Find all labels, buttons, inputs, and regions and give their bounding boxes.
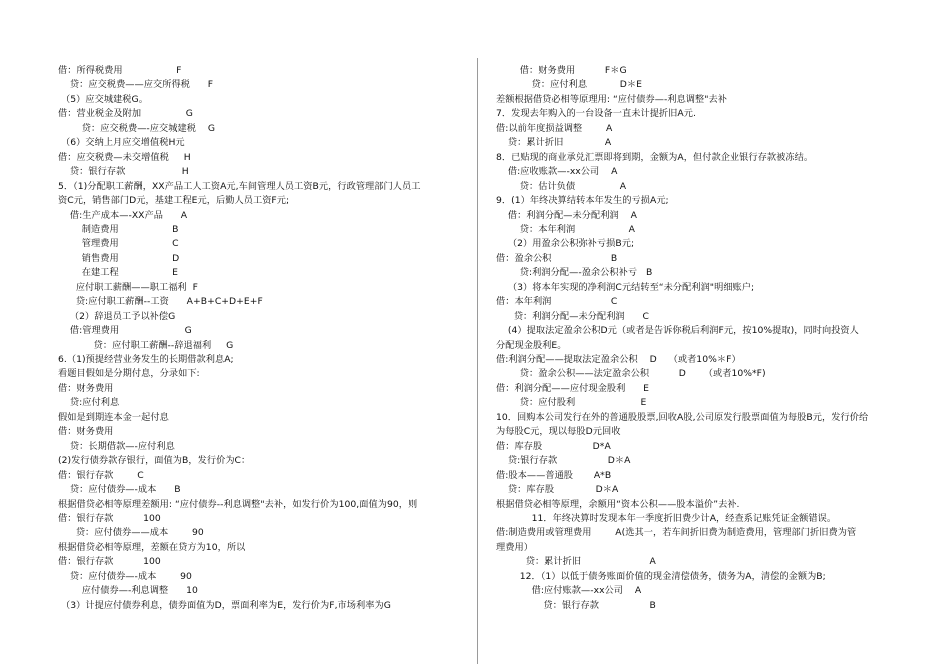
- text-line: 差额根据借贷必相等原理用: “应付债券—-利息调整"去补: [496, 93, 728, 105]
- text-line: 6.（1)预提经营业务发生的长期借款利息A;: [58, 354, 234, 365]
- text-line: 贷:利润分配—-盈余公积补亏 B: [496, 267, 653, 279]
- text-line: 应付职工薪酬——职工福利 F: [58, 281, 198, 293]
- text-line: 12．（1）以低于债务账面价值的现金清偿债务，债务为A，清偿的金额为B;: [496, 570, 826, 582]
- text-line: （5）应交城建税G。: [58, 93, 148, 105]
- text-line: 贷：利润分配—未分配利润 C: [496, 310, 649, 322]
- text-line: 分配现金股利E。: [496, 339, 567, 351]
- text-line: 看题目假如是分期付息，分录如下:: [58, 368, 200, 380]
- text-line: 销售费用 D: [58, 252, 180, 264]
- text-line: 8．已贴现的商业承兑汇票即将到期，金额为A，但付款企业银行存款被冻结。: [496, 151, 814, 163]
- text-line: 借：银行存款 100: [58, 556, 161, 568]
- text-line: 贷：库存股 D＊A: [496, 484, 619, 496]
- text-line: 5．（1)分配职工薪酬，XX产品工人工资A元,车间管理人员工资B元，行政管理部门人员工: [58, 180, 421, 192]
- text-line: 借：盈余公积 B: [496, 252, 618, 264]
- text-line: 贷：应付债券—-成本 B: [58, 484, 181, 496]
- text-line: 贷：应付利息 D＊E: [496, 79, 642, 91]
- text-line: 贷：累计折旧 A: [496, 137, 612, 149]
- text-line: 借：财务费用: [58, 426, 114, 438]
- text-line: 借：财务费用: [58, 382, 114, 394]
- text-line: 借：所得税费用 F: [58, 65, 182, 76]
- text-line: 借：利润分配——应付现金股利 E: [496, 382, 650, 394]
- text-line: 借:应收账款—-xx公司 A: [496, 166, 618, 178]
- text-line: 为每股C元，现以每股D元回收: [496, 426, 621, 438]
- text-line: 资C元，销售部门D元，基建工程E元，后勤人员工资F元;: [58, 195, 290, 207]
- text-line: 贷：估计负债 A: [496, 180, 627, 192]
- text-line: 根据借贷必相等原理，余额用“资本公积——股本溢价”去补.: [496, 498, 740, 510]
- text-line: (4）提取法定盈余公积D元（或者是告诉你税后利润F元，按10%提取)，同时向投资人: [496, 325, 859, 337]
- text-line: 贷：应付职工薪酬--辞退福利 G: [58, 339, 234, 351]
- text-line: 贷：累计折旧 A: [496, 556, 656, 568]
- text-line: 贷：银行存款 H: [58, 166, 189, 178]
- text-line: （3）将本年实现的净利润C元结转至“未分配利润"明细账户;: [496, 281, 755, 293]
- column-divider: [477, 58, 478, 664]
- text-line: 贷：本年利润 A: [496, 223, 635, 235]
- text-line: 贷：应付股利 E: [496, 397, 647, 409]
- text-line: 借：应交税费—未交增值税 H: [58, 151, 191, 163]
- text-line: （3）计提应付债券利息，债券面值为D，票面利率为E，发行价为F,市场利率为G: [58, 599, 391, 611]
- text-line: 借：银行存款 C: [58, 469, 144, 481]
- text-line: 借:制造费用或管理费用 A(选其一，若车间折旧费为制造费用，管理部门折旧费为管: [496, 527, 857, 539]
- text-line: 贷：银行存款 B: [496, 599, 656, 611]
- text-line: 9．(1）年终决算结转本年发生的亏损A元;: [496, 195, 669, 207]
- text-line: 7．发现去年购入的一台设备一直未计提折旧A元.: [496, 108, 696, 120]
- text-line: 借:生产成本—-XX产品 A: [58, 209, 188, 221]
- text-line: 借：库存股 D*A: [496, 440, 611, 452]
- text-line: 贷:应付职工薪酬--工资 A+B+C+D+E+F: [58, 296, 263, 308]
- text-line: 应付债券—-利息调整 10: [58, 585, 198, 597]
- text-line: 借:以前年度损益调整 A: [496, 122, 613, 134]
- text-line: 借:应付账款—-xx公司 A: [496, 585, 642, 597]
- text-line: 贷：长期借款—-应付利息: [58, 440, 175, 452]
- text-line: 借：利润分配—未分配利润 A: [496, 209, 637, 221]
- text-line: 借:管理费用 G: [58, 325, 192, 337]
- text-line: (2)发行债券款存银行，面值为B，发行价为C：: [58, 455, 251, 467]
- text-line: （2）用盈余公积弥补亏损B元;: [496, 238, 635, 250]
- text-line: 管理费用 C: [58, 238, 179, 250]
- text-line: 制造费用 B: [58, 223, 179, 235]
- text-line: 根据借贷必相等原理，差额在贷方为10，所以: [58, 541, 246, 553]
- text-line: 在建工程 E: [58, 267, 179, 279]
- text-line: 借:利润分配——提取法定盈余公积 D （或者10%＊F）: [496, 354, 741, 365]
- text-line: 贷：应付债券—-成本 90: [58, 570, 192, 582]
- text-line: 根据借贷必相等原理差额用: “应付债券--利息调整"去补，如发行价为100,面值为90，则: [58, 498, 418, 510]
- text-line: 贷:应付利息: [58, 397, 120, 409]
- text-line: 贷：应交税费——应交所得税 F: [58, 79, 214, 91]
- text-line: 借：本年利润 C: [496, 296, 618, 308]
- text-line: 理费用）: [496, 541, 533, 553]
- text-line: 11．年终决算时发现本年一季度折旧费少计A，经查系记账凭证金额错误。: [496, 512, 837, 524]
- text-line: 贷：应交税费—-应交城建税 G: [58, 122, 216, 134]
- text-line: 借：银行存款 100: [58, 512, 161, 524]
- text-line: 10．回购本公司发行在外的普通股股票,回收A股,公司原发行股票面值为每股B元，发行价给: [496, 411, 869, 423]
- text-line: 假如是到期连本金一起付息: [58, 411, 169, 423]
- text-line: 借：营业税金及附加 G: [58, 108, 193, 120]
- text-line: 借:股本——普通股 A*B: [496, 469, 612, 481]
- text-line: 贷：应付债券——成本 90: [58, 527, 204, 539]
- text-line: 贷:银行存款 D＊A: [496, 455, 631, 467]
- text-line: 贷：盈余公积——法定盈余公积 D （或者10%*F): [496, 368, 766, 380]
- text-line: （2）辞退员工予以补偿G: [58, 310, 176, 322]
- text-line: 借：财务费用 F＊G: [496, 65, 627, 76]
- text-line: （6）交纳上月应交增值税H元: [58, 137, 185, 149]
